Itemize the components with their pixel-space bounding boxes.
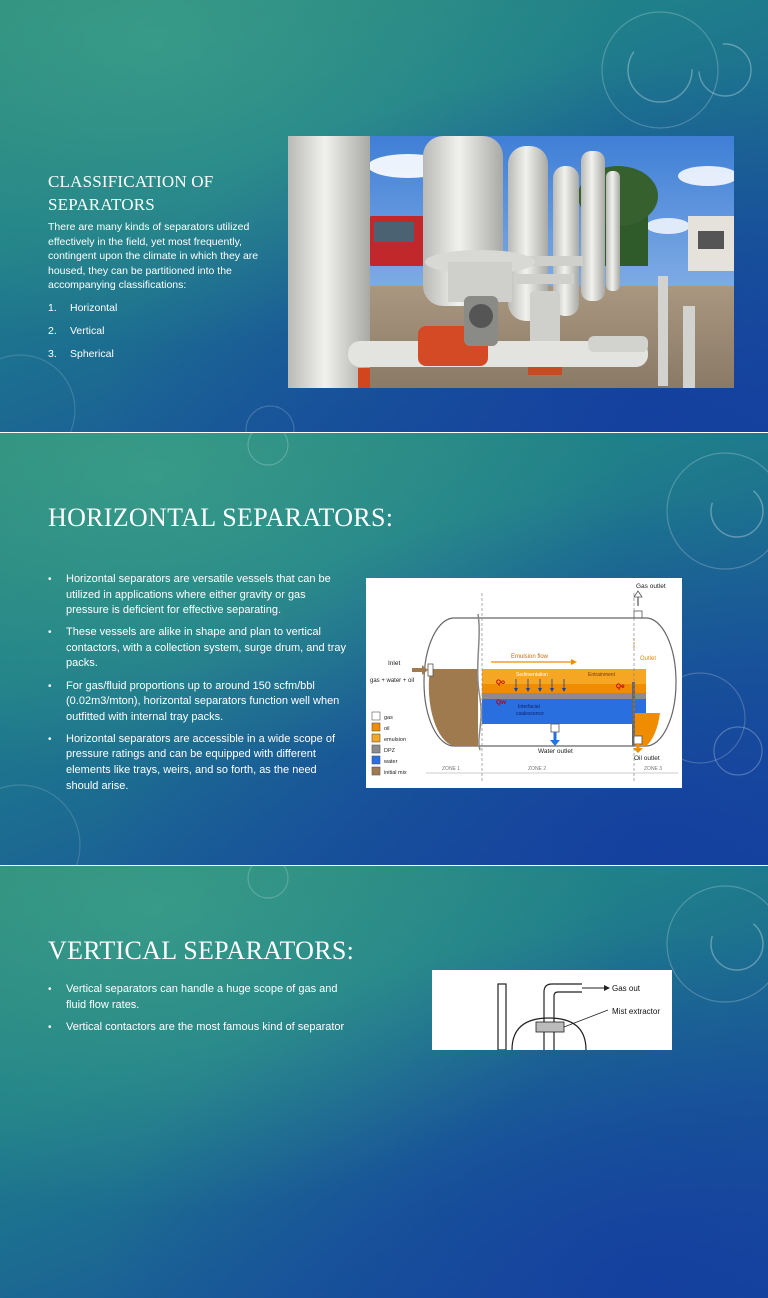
bullet-item: • Vertical separators can handle a huge scope of gas and fluid flow rates. bbox=[48, 982, 348, 1013]
list-item bbox=[48, 325, 117, 348]
inlet-label: Inlet bbox=[388, 660, 401, 667]
slide-classification bbox=[0, 0, 768, 432]
legend-label: DPZ bbox=[384, 748, 395, 754]
qw-label: Qw bbox=[496, 699, 507, 706]
legend-label: water bbox=[384, 759, 398, 765]
entrainment-label: Entrainment bbox=[588, 672, 615, 678]
bullet-list bbox=[48, 982, 348, 1042]
intro-paragraph: There are many kinds of separators utilized effectively in the field, yet most frequently, contingent upon the climate in which they are housed, they can be partitioned into the accompanying classifications: bbox=[48, 221, 259, 292]
decorative-circles bbox=[0, 866, 768, 1298]
bullet-item: • Vertical contactors are the most famous kind of separator bbox=[48, 1020, 348, 1036]
item-label: Horizontal bbox=[70, 302, 118, 314]
legend-label: oil bbox=[384, 726, 390, 732]
list-item bbox=[48, 302, 117, 325]
slide-vertical bbox=[0, 866, 768, 1298]
legend-swatch bbox=[372, 723, 380, 731]
outlet-label: Outlet bbox=[640, 656, 657, 662]
list-item bbox=[48, 348, 117, 371]
bullet-item: • For gas/fluid proportions up to around 150 scfm/bbl (0.02m3/mton), horizontal separators function well when outfitted with internal tray packs. bbox=[48, 679, 348, 726]
qe-label: Qe bbox=[616, 683, 625, 690]
bullet-item: • These vessels are alike in shape and plan to vertical contactors, with a collection system, surge drum, and tray packs. bbox=[48, 625, 348, 672]
classification-list bbox=[48, 302, 117, 371]
interfacial-label: Interfacial bbox=[518, 704, 540, 710]
bullet-item: • Horizontal separators are versatile vessels that can be utilized in applications where either gravity or gas pressure is deficient for effective separating. bbox=[48, 572, 348, 619]
emulsion-flow-label: Emulsion flow bbox=[511, 654, 549, 660]
legend-label: emulsion bbox=[384, 737, 407, 743]
slide-title: HORIZONTAL SEPARATORS: bbox=[48, 503, 394, 532]
legend-swatch bbox=[372, 767, 380, 775]
item-number: 3. bbox=[48, 348, 57, 360]
zone-2-label: ZONE 2 bbox=[528, 766, 547, 772]
item-number: 1. bbox=[48, 302, 57, 314]
oil-outlet-label: Oil outlet bbox=[634, 755, 660, 762]
sedimentation-label: Sedimentation bbox=[516, 672, 548, 678]
water-outlet-label: Water outlet bbox=[538, 748, 573, 755]
gas-outlet-label: Gas outlet bbox=[636, 583, 666, 590]
legend-swatch bbox=[372, 712, 380, 720]
bullet-list bbox=[48, 572, 348, 801]
legend-swatch bbox=[372, 745, 380, 753]
item-number: 2. bbox=[48, 325, 57, 337]
title-line-1: CLASSIFICATION OF bbox=[48, 172, 214, 191]
coalescence-label: coalescence bbox=[516, 711, 544, 717]
diagram-legend bbox=[372, 712, 407, 776]
slide-title: VERTICAL SEPARATORS: bbox=[48, 936, 355, 965]
separators-photo bbox=[288, 136, 734, 388]
zone-3-label: ZONE 3 bbox=[644, 766, 663, 772]
vertical-separator-diagram bbox=[432, 970, 672, 1050]
qo-label: Qo bbox=[496, 679, 506, 686]
slide-horizontal bbox=[0, 433, 768, 865]
item-label: Vertical bbox=[70, 325, 105, 337]
zone-1-label: ZONE 1 bbox=[442, 766, 461, 772]
slide-title bbox=[48, 170, 278, 216]
legend-swatch bbox=[372, 756, 380, 764]
bullet-item: • Horizontal separators are accessible in a wide scope of pressure ratings and can be equipped with different elements like trays, weirs, and so forth, as the need should arise. bbox=[48, 732, 348, 794]
inlet-mix-label: gas + water + oil bbox=[370, 678, 415, 684]
gas-out-label: Gas out bbox=[612, 984, 641, 993]
title-line-2: SEPARATORS bbox=[48, 195, 155, 214]
legend-swatch bbox=[372, 734, 380, 742]
legend-label: gas bbox=[384, 715, 393, 721]
legend-label: initial mix bbox=[384, 770, 407, 776]
horizontal-separator-diagram bbox=[366, 578, 682, 788]
item-label: Spherical bbox=[70, 348, 114, 360]
mist-extractor-label: Mist extractor bbox=[612, 1007, 661, 1016]
